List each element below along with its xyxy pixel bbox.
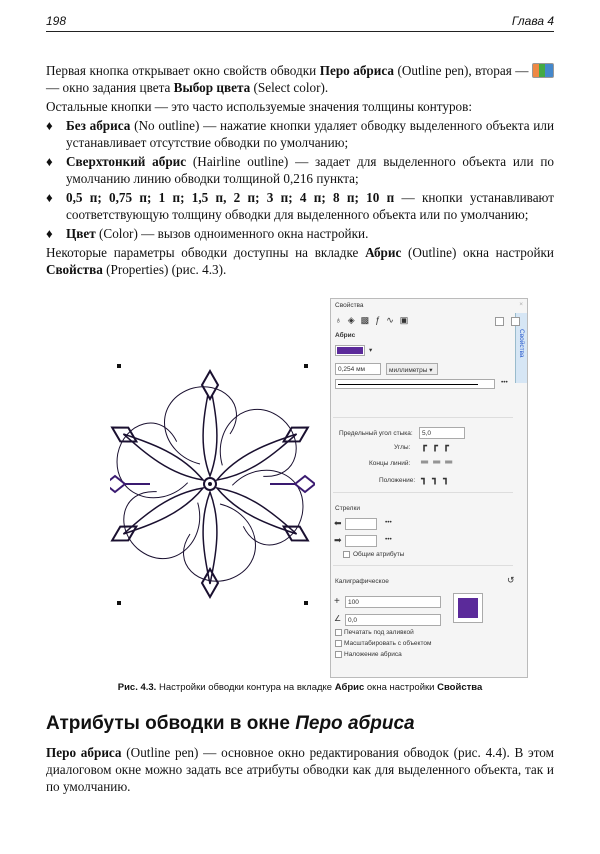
term: Абрис xyxy=(334,682,365,693)
term: Выбор цвета xyxy=(173,80,251,95)
term: Перо абриса xyxy=(295,713,415,734)
text: (No outline) — нажатие кнопки удаляет обводку выделенного объекта или устанавливает отсутствие обводки по умолчанию; xyxy=(66,118,555,150)
image-tab-icon[interactable]: ▣ xyxy=(399,315,415,325)
calligraphic-label: Калиграфическое xyxy=(335,578,389,585)
page-icon[interactable] xyxy=(495,317,504,326)
chevron-down-icon[interactable]: ▾ xyxy=(369,347,373,354)
section-outline: Абрис xyxy=(335,332,356,339)
term: Перо абриса xyxy=(319,63,394,78)
end-arrow-select[interactable] xyxy=(345,535,377,547)
bullet-icon: ♦ xyxy=(46,118,53,133)
term: 0,5 п; 0,75 п; 1 п; 1,5 п, 2 п; 3 п; 4 п; 8 п; 10 п xyxy=(66,190,395,205)
nib-preview xyxy=(453,593,483,623)
selection-handle[interactable] xyxy=(304,601,308,605)
page-header xyxy=(46,12,554,32)
text: (Properties) (рис. 4.3). xyxy=(102,262,227,277)
side-tab-label: Свойства xyxy=(518,329,525,358)
paragraph-1 xyxy=(46,62,554,96)
stretch-value: 100 xyxy=(348,599,359,606)
width-value: 0,254 мм xyxy=(338,366,366,373)
bullet-icon: ♦ xyxy=(46,190,53,205)
paragraph-2: Остальные кнопки — это часто используемые значения толщины контуров: xyxy=(46,99,473,114)
line-style-select[interactable] xyxy=(335,379,495,389)
selection-handle[interactable] xyxy=(117,364,121,368)
term: Свойства xyxy=(46,262,103,277)
caption-number: Рис. 4.3. xyxy=(117,682,157,693)
fill-tab-icon[interactable]: ◈ xyxy=(347,315,361,325)
bullet-item xyxy=(46,225,554,242)
term: Сверхтонкий абрис xyxy=(66,154,187,169)
page-number: 198 xyxy=(46,14,67,28)
text: (Hairline outline) — задает для выделенного объекта или по умолчанию линию обводки толщиной 0,216 пункта; xyxy=(66,154,554,186)
transparency-tab-icon[interactable]: ▩ xyxy=(360,315,376,325)
text: (Outline pen) — основное окно редактирования обводок (рис. 4.4). В этом диалоговом окне можно задать все атрибуты обводки как для выделенного объекта, так и по умолчанию. xyxy=(46,745,554,794)
cap-buttons[interactable]: ═══ xyxy=(421,457,458,468)
text: Настройки обводки контура на вкладке xyxy=(156,682,335,693)
start-arrow-select[interactable] xyxy=(345,518,377,530)
bullet-icon: ♦ xyxy=(46,154,53,169)
text: Первая кнопка открывает окно свойств обводки xyxy=(46,63,320,78)
term: Перо абриса xyxy=(46,745,122,760)
snowflake-arm xyxy=(165,371,237,476)
reset-icon[interactable]: ↺ xyxy=(507,575,515,585)
color-picker[interactable] xyxy=(335,345,365,356)
effects-tab-icon[interactable]: ƒ xyxy=(375,315,387,325)
text: (Outline) окна настройки xyxy=(401,245,554,260)
text: — кнопки устанавливают соответствующую толщину обводки для выделенного объекта или по умолчанию; xyxy=(66,190,554,222)
miter-input[interactable] xyxy=(419,427,465,439)
miter-value: 5,0 xyxy=(422,430,432,437)
selection-handle[interactable] xyxy=(117,601,121,605)
arrow-left-icon: ⬅ xyxy=(334,518,342,528)
selection-handle[interactable] xyxy=(304,364,308,368)
text: окна настройки xyxy=(364,682,438,693)
text: — окно задания цвета xyxy=(46,80,174,95)
outline-tab-icon[interactable]: ♁ xyxy=(335,315,348,325)
bullet-item xyxy=(46,117,554,151)
miter-label: Предельный угол стыка: xyxy=(339,430,413,437)
more-button[interactable]: ••• xyxy=(385,519,392,526)
angle-value: 0,0 xyxy=(348,617,358,624)
print-below-checkbox[interactable] xyxy=(335,629,342,636)
properties-panel xyxy=(330,298,528,678)
close-icon[interactable]: × xyxy=(519,301,523,308)
select-color-icon xyxy=(532,63,554,78)
bullet-icon: ♦ xyxy=(46,226,53,241)
final-paragraph xyxy=(46,744,554,795)
more-button[interactable]: ••• xyxy=(385,536,392,543)
more-button[interactable]: ••• xyxy=(501,379,508,386)
units-value: миллиметры xyxy=(389,367,428,374)
width-select[interactable] xyxy=(335,363,381,375)
text: Некоторые параметры обводки доступны на вкладке xyxy=(46,245,366,260)
stretch-input[interactable] xyxy=(345,596,441,608)
angle-icon: ∠ xyxy=(334,614,342,623)
corner-buttons[interactable]: ┏┏┏ xyxy=(421,441,455,452)
arrows-label: Стрелки xyxy=(335,505,360,512)
term: Без абриса xyxy=(66,118,131,133)
overprint-checkbox[interactable] xyxy=(335,651,342,658)
angle-input[interactable] xyxy=(345,614,441,626)
section-heading xyxy=(46,713,415,735)
paragraph-3 xyxy=(46,244,554,278)
term: Цвет xyxy=(66,226,96,241)
print-below-label: Печатать под заливкой xyxy=(344,629,414,636)
chapter-title: Глава 4 xyxy=(511,14,554,28)
text: (Select color). xyxy=(250,80,329,95)
page-copy-icon[interactable] xyxy=(511,317,520,326)
arrow-right-icon: ➡ xyxy=(334,535,342,545)
corners-label: Углы: xyxy=(394,444,411,451)
snowflake-figure xyxy=(110,358,315,610)
scale-checkbox[interactable] xyxy=(335,640,342,647)
text: Атрибуты обводки в окне xyxy=(46,713,296,734)
text: (Color) — вызов одноименного окна настройки. xyxy=(95,226,369,241)
position-buttons[interactable]: ┓┓┓ xyxy=(421,474,455,485)
stretch-icon: + xyxy=(334,596,340,607)
body-text-top xyxy=(46,62,554,280)
overprint-label: Наложение абриса xyxy=(344,651,402,658)
panel-toolbar xyxy=(335,315,414,326)
term: Абрис xyxy=(365,245,402,260)
bullet-item xyxy=(46,189,554,223)
caps-label: Концы линий: xyxy=(369,460,411,467)
bullet-item xyxy=(46,153,554,187)
term: Свойства xyxy=(437,682,483,693)
figure-caption xyxy=(0,682,600,693)
position-label: Положение: xyxy=(379,477,416,484)
shared-attrs-label: Общие атрибуты xyxy=(353,551,405,558)
curve-tab-icon[interactable]: ∿ xyxy=(386,315,400,325)
scale-label: Масштабировать с объектом xyxy=(344,640,432,647)
shared-attrs-checkbox[interactable] xyxy=(343,551,350,558)
text: (Outline pen), вторая — xyxy=(393,63,532,78)
panel-title: Свойства xyxy=(335,302,364,309)
units-select[interactable]: миллиметры ▾ xyxy=(386,363,438,375)
